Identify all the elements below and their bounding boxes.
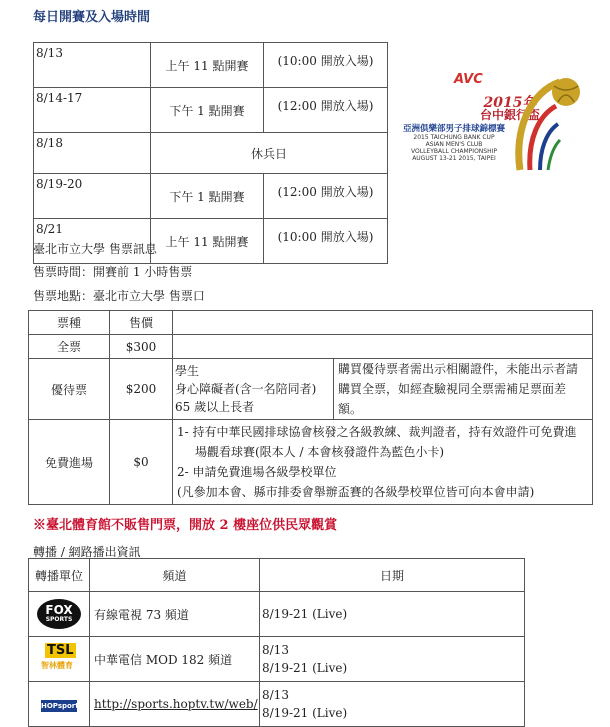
schedule-entry: (10:00 開放入場): [264, 43, 388, 88]
schedule-date: 8/19-20: [34, 174, 151, 219]
page-title: 每日開賽及入場時間: [33, 10, 151, 25]
free-note: (凡參加本會、縣市排委會舉辦盃賽的各級學校單位皆可向本會申請): [177, 485, 535, 499]
free-note: 1- 持有中華民國排球協會核發之各級教練、裁判證者，持有效證件可免費進場觀看球賽(限本人 / 本會核發證件為藍色小卡): [177, 425, 577, 459]
venue-notice: ※臺北體育館不販售門票，開放 2 樓座位供民眾觀賞: [33, 518, 338, 533]
schedule-start: 上午 11 點開賽: [151, 219, 264, 264]
schedule-date: 8/14-17: [34, 88, 151, 133]
broadcast-header-unit: 轉播單位: [29, 559, 90, 592]
audience-item: 65 歲以上長者: [175, 400, 255, 414]
ticket-place: 售票地點：臺北市立大學 售票口: [33, 289, 205, 303]
ticket-header-type: 票種: [29, 311, 110, 335]
ticket-type: 免費進場: [29, 420, 110, 505]
free-note: 2- 申請免費進場各級學校單位: [177, 465, 337, 479]
schedule-date: 8/21: [34, 219, 151, 264]
free-entry-notes: [173, 420, 593, 505]
ticket-header-blank: [173, 311, 593, 335]
avc-logo-mark: AVC: [454, 72, 483, 87]
table-row: [29, 311, 593, 335]
logo-cup-title: 台中銀行盃: [479, 108, 540, 122]
audience-item: 身心障礙者(含一名陪同者): [175, 382, 317, 396]
table-row: [29, 420, 593, 505]
discount-note: 購買優待票者需出示相關證件，未能出示者請購買全票，如經查驗視同全票需補足票面差額。: [334, 359, 593, 420]
schedule-start: 下午 1 點開賽: [151, 174, 264, 219]
ticket-time: 售票時間：開賽前 1 小時售票: [33, 265, 193, 279]
logo-english-line: ASIAN MEN'S CLUB: [425, 141, 483, 148]
schedule-date: 8/18: [34, 133, 151, 174]
broadcast-table: [28, 558, 525, 727]
table-row: [29, 559, 525, 592]
tsl-logo-icon: TSL 智林體育: [41, 642, 74, 670]
ticket-table: [28, 310, 593, 505]
schedule-rest-day: 休兵日: [151, 133, 388, 174]
discount-audience: [173, 359, 334, 420]
schedule-start: 上午 11 點開賽: [151, 43, 264, 88]
volleyball-trophy-icon: [512, 70, 590, 180]
broadcast-date: 8/19-21 (Live): [262, 607, 348, 621]
schedule-table: [33, 42, 388, 264]
logo-cup-subtitle: 亞洲俱樂部男子排球錦標賽: [402, 124, 505, 134]
broadcast-section-title: 轉播 / 網路播出資訊: [33, 545, 141, 559]
table-row: [34, 88, 388, 133]
fox-sports-logo-icon: FOX SPORTS: [37, 599, 81, 629]
ticket-detail-blank: [173, 335, 593, 359]
schedule-date: 8/13: [34, 43, 151, 88]
broadcast-date: 8/19-21 (Live): [262, 706, 348, 720]
ticket-type: 全票: [29, 335, 110, 359]
broadcast-date: 8/13: [262, 643, 289, 657]
ticket-price: $200: [110, 359, 173, 420]
ticket-header-price: 售價: [110, 311, 173, 335]
broadcast-date: 8/13: [262, 688, 289, 702]
broadcast-url-link[interactable]: http://sports.hoptv.tw/web/: [94, 697, 258, 711]
broadcast-channel: 中華電信 MOD 182 頻道: [90, 637, 260, 682]
schedule-entry: (10:00 開放入場): [264, 219, 388, 264]
audience-item: 學生: [175, 364, 200, 378]
hop-sports-logo-icon: HOPsports: [41, 701, 83, 710]
table-row: [34, 133, 388, 174]
ticket-price: $0: [110, 420, 173, 505]
logo-english-line: 2015 TAICHUNG BANK CUP: [413, 134, 495, 141]
championship-logo: [392, 70, 592, 180]
broadcast-dates: [260, 592, 525, 637]
venue-section-title: 臺北市立大學 售票訊息: [33, 242, 157, 256]
logo-dates-line: AUGUST 13-21 2015, TAIPEI: [412, 155, 496, 162]
table-row: [29, 335, 593, 359]
logo-year: 2015年: [483, 95, 537, 111]
schedule-entry: (12:00 開放入場): [264, 88, 388, 133]
table-row: [34, 43, 388, 88]
broadcast-header-channel: 頻道: [90, 559, 260, 592]
broadcast-date: 8/19-21 (Live): [262, 661, 348, 675]
table-row: [29, 637, 525, 682]
table-row: [29, 592, 525, 637]
table-row: [29, 359, 593, 420]
schedule-start: 下午 1 點開賽: [151, 88, 264, 133]
broadcaster-logo-cell: [29, 637, 90, 682]
broadcast-header-date: 日期: [260, 559, 525, 592]
schedule-entry: (12:00 開放入場): [264, 174, 388, 219]
broadcast-dates: [260, 637, 525, 682]
ticket-type: 優待票: [29, 359, 110, 420]
ticket-price: $300: [110, 335, 173, 359]
broadcaster-logo-cell: [29, 592, 90, 637]
broadcast-channel: 有線電視 73 頻道: [90, 592, 260, 637]
table-row: [34, 174, 388, 219]
logo-english-line: VOLLEYBALL CHAMPIONSHIP: [411, 148, 497, 155]
